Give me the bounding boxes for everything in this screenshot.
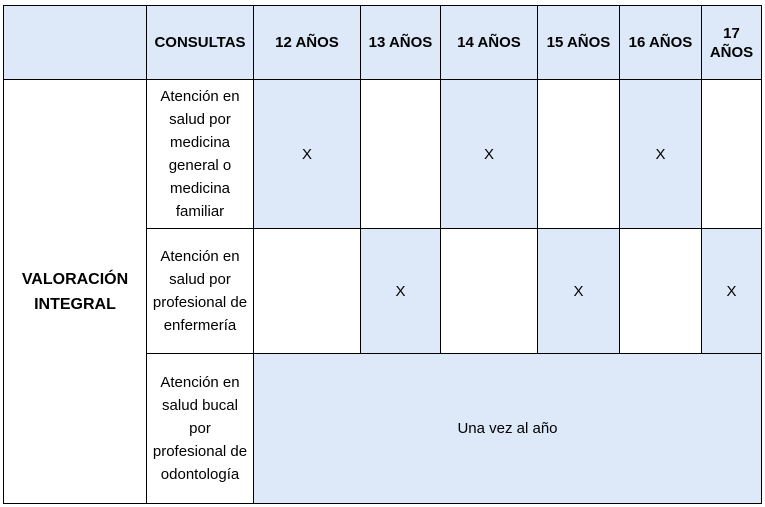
cell-13-anos-enfermeria: X	[361, 229, 441, 354]
consultation-schedule-table	[3, 5, 762, 504]
cell-16-anos-medicina: X	[620, 80, 702, 229]
cell-15-anos-enfermeria: X	[538, 229, 620, 354]
cell-12-anos-enfermeria	[254, 229, 361, 354]
cell-17-anos-enfermeria: X	[702, 229, 762, 354]
header-empty-cell	[4, 6, 147, 80]
header-15-anos: 15 AÑOS	[538, 6, 620, 80]
cell-15-anos-medicina	[538, 80, 620, 229]
header-14-anos: 14 AÑOS	[441, 6, 538, 80]
valoracion-integral-label: VALORACIÓN INTEGRAL	[4, 80, 147, 504]
header-consultas: CONSULTAS	[147, 6, 254, 80]
consulta-medicina-general: Atención en salud por medicina general o medicina familiar	[147, 80, 254, 229]
odontologia-frequency-cell: Una vez al año	[254, 354, 762, 504]
consulta-odontologia: Atención en salud bucal por profesional de odontología	[147, 354, 254, 504]
header-12-anos: 12 AÑOS	[254, 6, 361, 80]
cell-14-anos-medicina: X	[441, 80, 538, 229]
header-16-anos: 16 AÑOS	[620, 6, 702, 80]
table-row	[4, 80, 762, 229]
cell-17-anos-medicina	[702, 80, 762, 229]
consulta-enfermeria: Atención en salud por profesional de enfermería	[147, 229, 254, 354]
cell-14-anos-enfermeria	[441, 229, 538, 354]
cell-13-anos-medicina	[361, 80, 441, 229]
header-17-anos: 17 AÑOS	[702, 6, 762, 80]
header-row	[4, 6, 762, 80]
cell-12-anos-medicina: X	[254, 80, 361, 229]
header-13-anos: 13 AÑOS	[361, 6, 441, 80]
cell-16-anos-enfermeria	[620, 229, 702, 354]
